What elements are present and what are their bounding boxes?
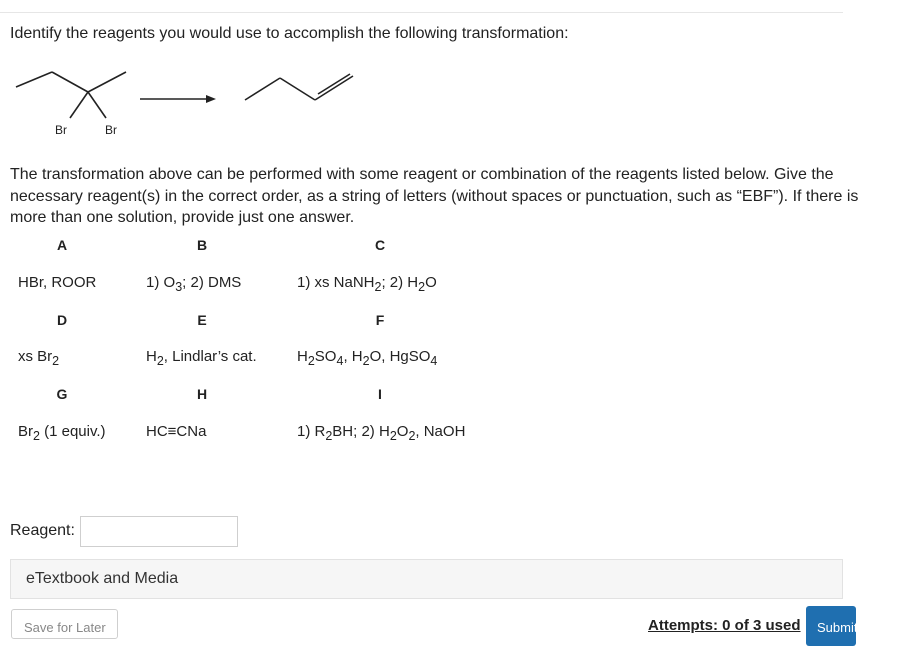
reactant-bond xyxy=(88,72,126,92)
reagent-e: $H_2$, Lindlar’s cat. xyxy=(146,348,257,368)
reagent-letter-e: E xyxy=(197,312,207,328)
top-divider xyxy=(0,12,843,13)
br-label: Br xyxy=(55,123,67,137)
reagent-b: 1) $O_3$; 2) DMS xyxy=(146,274,242,294)
reagent-input[interactable] xyxy=(80,516,238,547)
etextbook-media-panel[interactable] xyxy=(10,559,843,599)
question-text: Identify the reagents you would use to accomplish the following transformation: xyxy=(10,25,569,42)
reagent-d: xs $Br_2$ xyxy=(18,348,60,368)
reagent-letter-b: B xyxy=(196,237,208,253)
reagent-letter-f: F xyxy=(375,312,385,328)
reactant-bond xyxy=(88,92,106,118)
product-bond xyxy=(245,78,280,100)
reagent-i: 1) $R_2BH$; 2) $H_2O_2$, NaOH xyxy=(297,423,466,443)
reagent-f: $H_2SO_4$, $H_2O$, HgSO$_4$ xyxy=(297,348,438,368)
submit-label: Submit Answer xyxy=(817,620,904,635)
instructions-paragraph: The transformation above can be performed with some reagent or combination of the reagents listed below. Give the necessary reagent(s) in the correct order, as a string of letters (without spaces or punctuation, such as “EBF”). If there is more than one solution, provide just one answer. xyxy=(10,166,859,226)
etextbook-label: eTextbook and Media xyxy=(26,570,179,587)
attempts-counter[interactable]: Attempts: 0 of 3 used xyxy=(648,617,801,634)
reagent-letter-a: A xyxy=(56,237,68,253)
arrow-head xyxy=(206,95,216,103)
reactant-bond xyxy=(52,72,88,92)
br-label: Br xyxy=(105,123,117,137)
reactant-bond xyxy=(16,72,52,87)
submit-answer-button[interactable] xyxy=(806,606,904,646)
reagent-h: HC≡CNa xyxy=(146,423,207,440)
reagent-label: Reagent: xyxy=(10,522,75,539)
reactant-bond xyxy=(70,92,88,118)
reagent-a: HBr, ROOR xyxy=(18,274,97,291)
product-bond xyxy=(280,78,315,100)
reagent-letter-d: D xyxy=(56,312,68,328)
reagent-c: 1) xs NaNH$_2$; 2) $H_2O$ xyxy=(297,274,437,294)
reagent-letter-h: H xyxy=(196,386,208,402)
reaction-scheme xyxy=(10,62,370,142)
save-label: Save for Later xyxy=(24,620,106,635)
save-for-later-button[interactable] xyxy=(11,609,118,639)
reagent-letter-g: G xyxy=(56,386,68,402)
reagent-g: $Br_2$ (1 equiv.) xyxy=(18,423,106,443)
reagent-letter-c: C xyxy=(374,237,386,253)
product-bond xyxy=(315,76,353,100)
product-double-bond xyxy=(318,74,350,94)
reagent-letter-i: I xyxy=(378,386,382,402)
